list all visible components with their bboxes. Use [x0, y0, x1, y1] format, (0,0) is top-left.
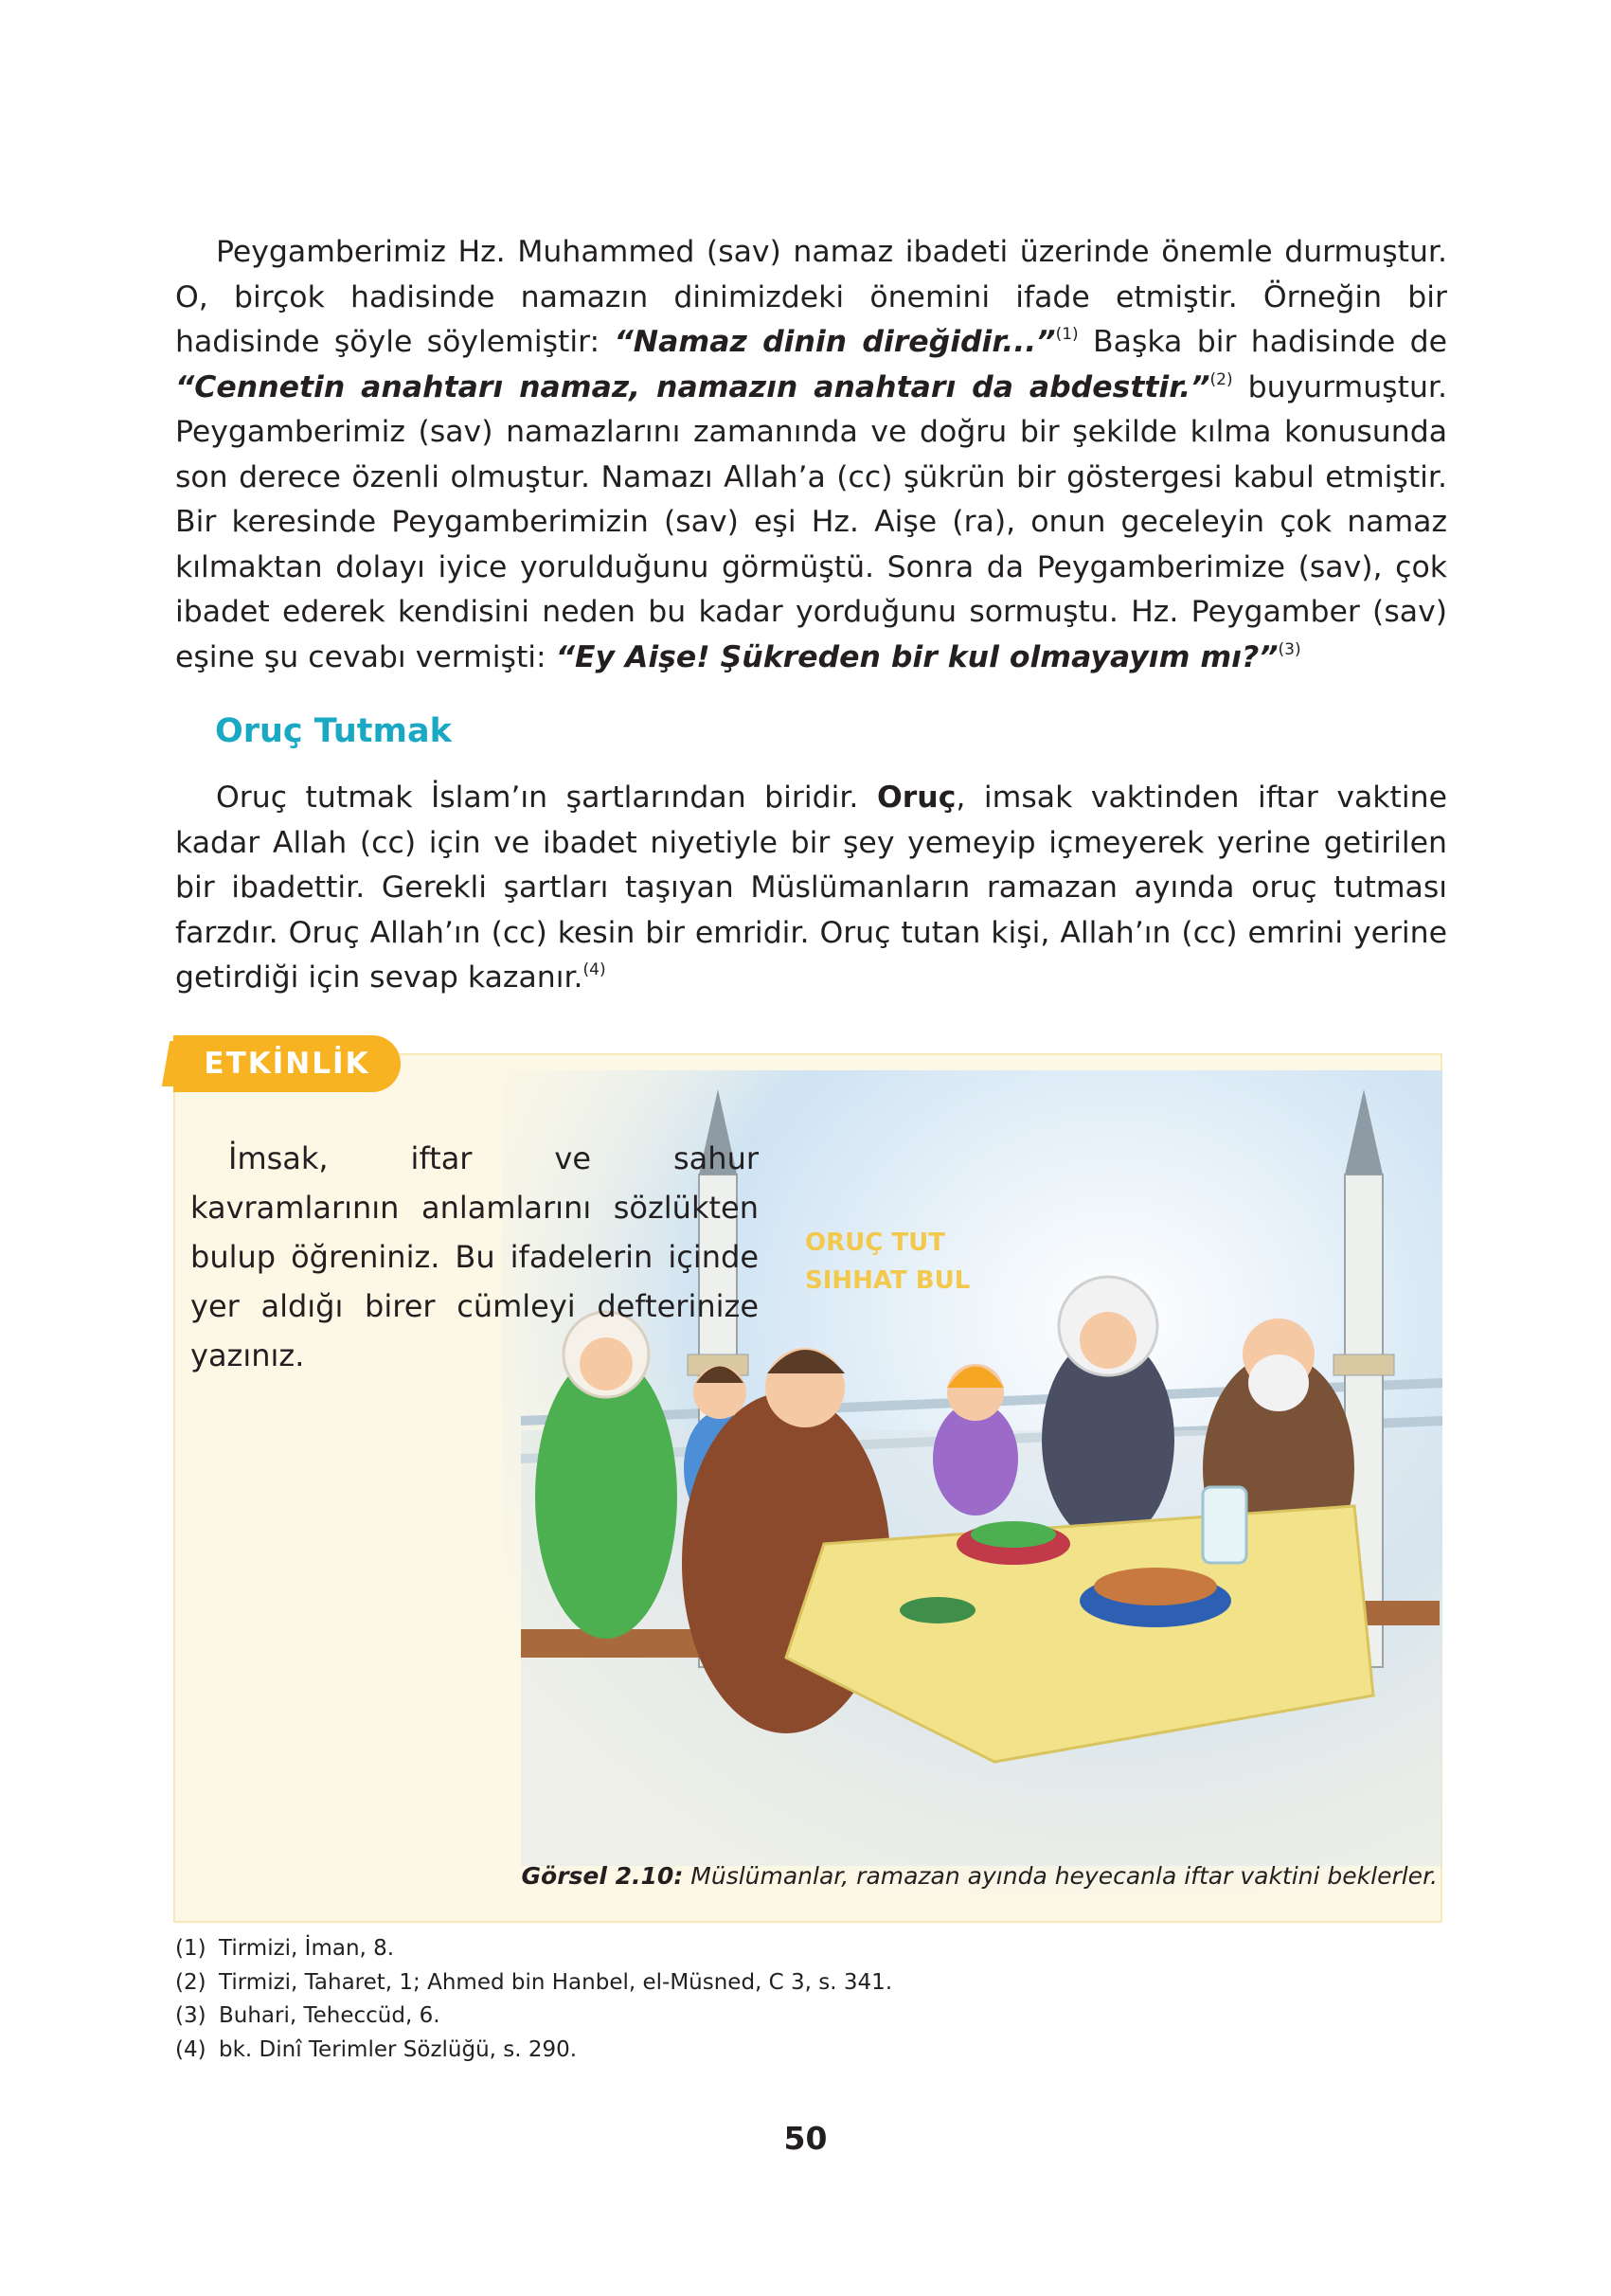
activity-badge: ETKİNLİK: [173, 1035, 401, 1092]
footnote: [175, 1932, 1406, 1966]
section-heading: Oruç Tutmak: [215, 712, 452, 750]
footnote-number: (4): [175, 2036, 206, 2062]
footnote-ref-4: (4): [582, 960, 606, 979]
footnotes-list: [175, 1932, 1406, 2067]
term-oruc: Oruç: [876, 780, 957, 815]
footnote-text: Tirmizi, İman, 8.: [219, 1936, 395, 1961]
body-paragraph-oruc: [175, 776, 1447, 1001]
footnote-ref-3: (3): [1278, 639, 1301, 659]
footnote-text: Tirmizi, Taharet, 1; Ahmed bin Hanbel, el-Müsned, C 3, s. 341.: [219, 1969, 893, 1995]
body-paragraph-namaz: [175, 230, 1447, 680]
footnote-text: Buhari, Teheccüd, 6.: [219, 2003, 440, 2028]
page-number: 50: [783, 2120, 828, 2157]
hadith-quote-2: “Cennetin anahtarı namaz, namazın anahtarı da abdesttir.”: [175, 369, 1210, 404]
text-span: Başka bir hadisinde de: [1078, 325, 1447, 359]
footnote-number: (2): [175, 1969, 206, 1995]
hadith-quote-3: “Ey Aişe! Şükreden bir kul olmayayım mı?”: [555, 639, 1279, 674]
footnote-ref-2: (2): [1209, 369, 1233, 389]
mahya-banner-1: ORUÇ TUT: [805, 1229, 945, 1257]
footnote: [175, 2034, 1406, 2068]
text-span: buyurmuştur. Peygamberimiz (sav) namazlarını zamanında ve doğru bir şekilde kılma konusunda son derece özenli olmuştur. Namazı Allah’a (cc) şükrün bir göstergesi kabul etmiştir. Bir keresinde Peygamberimizin (sav) eşi Hz. Aişe (ra), onun geceleyin çok namaz kılmaktan dolayı iyice yorulduğunu görmüştü. Sonra da Peygamberimize (sav), çok ibadet ederek kendisini neden bu kadar yorduğunu sormuştu. Hz. Peygamber (sav) eşine şu cevabı vermişti:: [175, 369, 1447, 674]
footnote: [175, 1966, 1406, 2000]
caption-text: Müslümanlar, ramazan ayında heyecanla iftar vaktini beklerler.: [683, 1862, 1438, 1890]
hadith-quote-1: “Namaz dinin direğidir...”: [614, 325, 1056, 359]
caption-label: Görsel 2.10:: [521, 1862, 684, 1890]
text-span: , imsak vaktinden iftar vaktine kadar Allah (cc) için ve ibadet niyetiyle bir şey yemeyip içmeyerek yerine getirilen bir ibadettir. Gerekli şartları taşıyan Müslümanların ramazan ayında oruç tutması farzdır. Oruç Allah’ın (cc) kesin bir emridir. Oruç tutan kişi, Allah’ın (cc) emrini yerine getirdiği için sevap kazanır.: [175, 780, 1447, 995]
footnote-text: bk. Dinî Terimler Sözlüğü, s. 290.: [219, 2036, 578, 2062]
text-span: Peygamberimiz Hz. Muhammed (sav) namaz ibadeti üzerinde önemle durmuştur. O, birçok hadisinde namazın dinimizdeki önemini ifade etmiştir. Örneğin bir hadisinde şöyle söylemiştir:: [175, 235, 1447, 359]
mahya-banner-2: SIHHAT BUL: [805, 1266, 971, 1295]
footnote: [175, 2000, 1406, 2034]
footnote-number: (3): [175, 2003, 206, 2028]
footnote-ref-1: (1): [1055, 325, 1079, 344]
activity-instructions: İmsak, iftar ve sahur kavramlarının anlamlarını sözlükten bulup öğreniniz. Bu ifadelerin içinde yer aldığı birer cümleyi defterinize yazınız.: [190, 1140, 759, 1373]
image-caption: [474, 1862, 1438, 1890]
footnote-number: (1): [175, 1936, 206, 1961]
text-span: Oruç tutmak İslam’ın şartlarından biridir.: [216, 780, 877, 815]
